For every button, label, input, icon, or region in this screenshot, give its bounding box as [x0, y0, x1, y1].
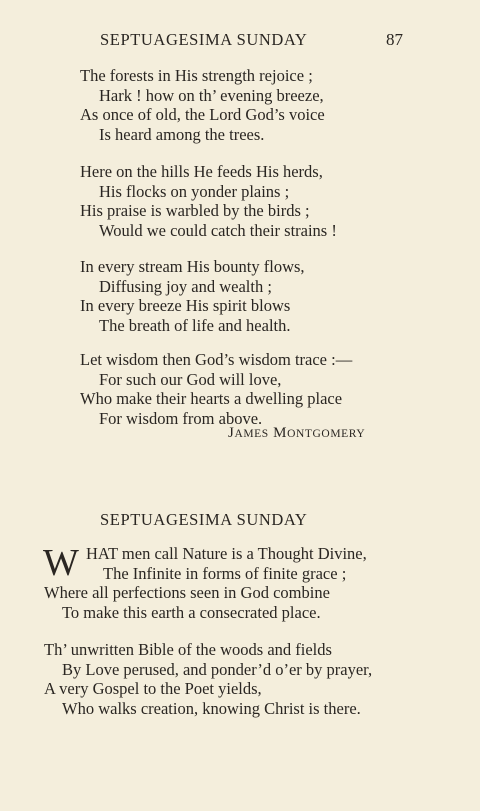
verse-line: HAT men call Nature is a Thought Divine, [86, 544, 367, 563]
verse-line: For such our God will love, [99, 369, 282, 389]
poem2-stanza-1 [44, 544, 367, 622]
verse-line: Here on the hills He feeds His herds, [80, 162, 323, 181]
verse-line: In every stream His bounty flows, [80, 257, 305, 276]
verse-line: To make this earth a consecrated place. [62, 602, 321, 622]
verse-line: His flocks on yonder plains ; [99, 181, 290, 201]
verse-line: In every breeze His spirit blows [80, 296, 291, 315]
poem1-stanza-4 [80, 350, 352, 428]
verse-line: Diffusing joy and wealth ; [99, 276, 272, 296]
verse-line: Who make their hearts a dwelling place [80, 389, 343, 408]
verse-line: Who walks creation, knowing Christ is there. [62, 698, 361, 718]
author-initial: J [228, 425, 235, 441]
verse-line: Is heard among the trees. [99, 124, 265, 144]
verse-line: Where all perfections seen in God combine [44, 583, 330, 602]
verse-line: Th’ unwritten Bible of the woods and fields [44, 640, 332, 659]
verse-line: By Love perused, and ponder’d o’er by prayer, [62, 659, 373, 679]
verse-line: The Infinite in forms of finite grace ; [103, 563, 347, 583]
poem1-stanza-2 [80, 162, 337, 240]
author-smallcaps: ONTGOMERY [287, 428, 366, 440]
poem2-stanza-2 [44, 640, 372, 718]
poem1-stanza-3 [80, 257, 305, 335]
drop-cap: W [43, 542, 79, 584]
author-smallcaps: AMES [234, 428, 269, 440]
verse-line: Would we could catch their strains ! [99, 220, 337, 240]
verse-line: As once of old, the Lord God’s voice [80, 105, 325, 124]
author-attribution [228, 425, 365, 442]
verse-line: A very Gospel to the Poet yields, [44, 679, 262, 698]
verse-line: The forests in His strength rejoice ; [80, 66, 313, 85]
verse-line: Hark ! how on th’ evening breeze, [99, 85, 324, 105]
poem2-title: SEPTUAGESIMA SUNDAY [100, 510, 308, 529]
poem1-stanza-1 [80, 66, 325, 144]
page-number: 87 [386, 30, 403, 49]
author-initial: M [273, 425, 288, 441]
running-head-title: SEPTUAGESIMA SUNDAY [100, 30, 308, 49]
verse-line: His praise is warbled by the birds ; [80, 201, 310, 220]
verse-line: The breath of life and health. [99, 315, 291, 335]
verse-line: Let wisdom then God’s wisdom trace :— [80, 350, 353, 369]
verse-line: For wisdom from above. [99, 408, 263, 428]
